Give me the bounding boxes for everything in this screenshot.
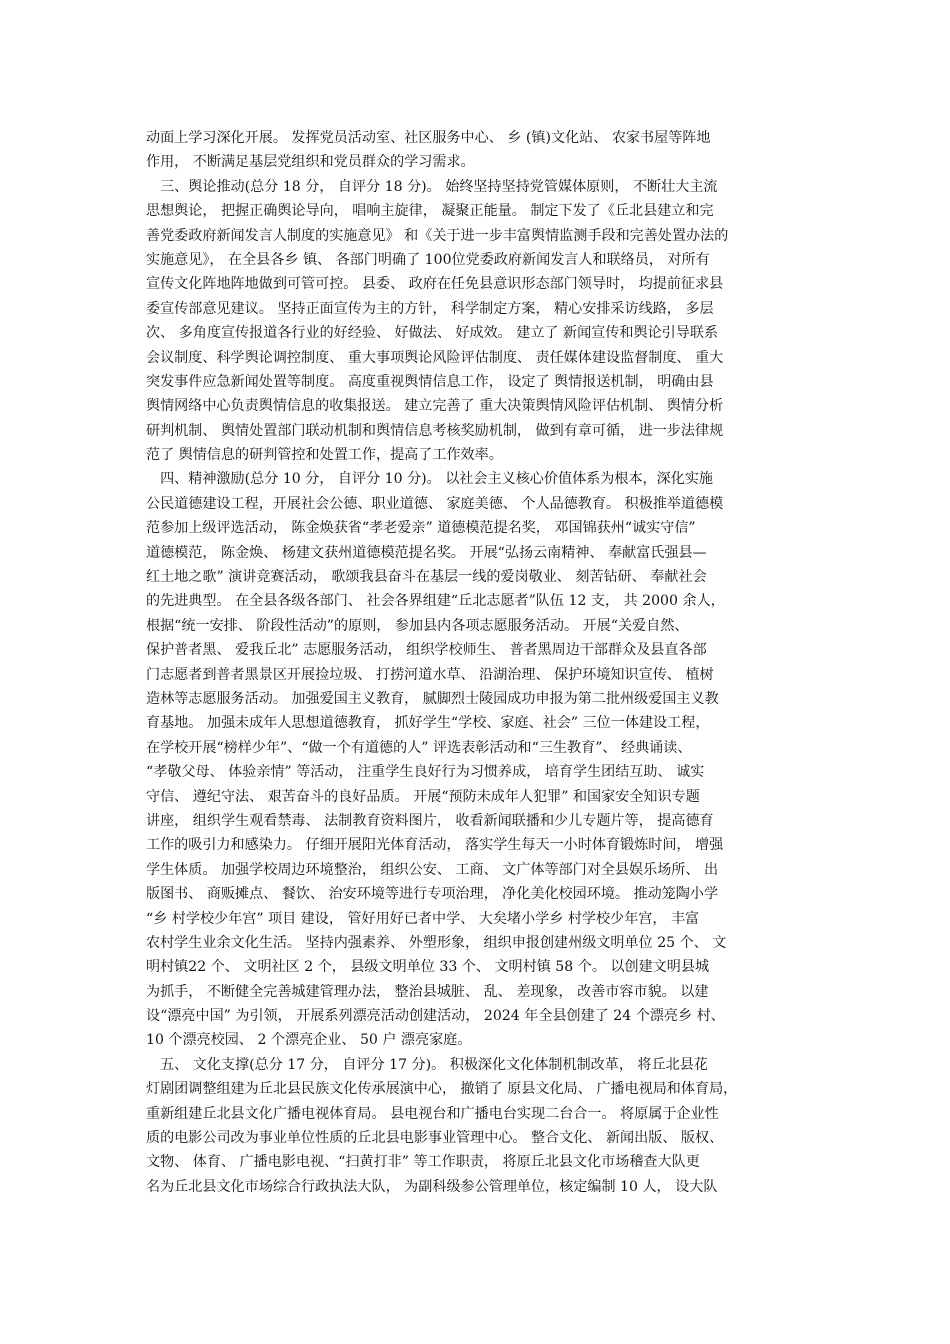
text-line: 研判机制、 舆情处置部门联动机制和舆情信息考核奖励机制， 做到有章可循， 进一步法律规 (146, 422, 724, 439)
text-line: “孝敬父母、 体验亲情” 等活动， 注重学生良好行为习惯养成， 培育学生团结互助、 诚实 (146, 764, 705, 781)
text-line: 道德模范， 陈金焕、 杨建文获州道德模范提名奖。 开展“弘扬云南精神、 奉献富氏强县— (146, 544, 707, 561)
text-line: 委宣传部意见建议。 坚持正面宣传为主的方针， 科学制定方案， 精心安排采访线路， 多层 (146, 300, 714, 317)
text-line: 公民道德建设工程，开展社会公德、职业道德、 家庭美德、 个人品德教育。 积极推举道德模 (146, 495, 724, 512)
text-line: 门志愿者到普者黑景区开展捡垃圾、 打捞河道水草、 沿湖治理、 保护环境知识宣传、 植树 (146, 666, 714, 683)
text-line: 会议制度、科学舆论调控制度、 重大事项舆论风险评估制度、 责任媒体建设监督制度、 重大 (146, 349, 724, 366)
text-line: 在学校开展“榜样少年”、“做一个有道德的人” 评选表彰活动和“三生教育”、 经典诵读、 (146, 739, 692, 756)
text-line: 10 个漂亮校园、 2 个漂亮企业、 50 户 漂亮家庭。 (146, 1032, 472, 1049)
text-line: 实施意见》， 在全县各乡 镇、 各部门明确了 100位党委政府新闻发言人和联络员， 对所有 (146, 251, 710, 268)
text-line: 红土地之歌” 演讲竞赛活动， 歌颂我县奋斗在基层一线的爱岗敬业、 刻苦钻研、 奉献社会 (146, 569, 707, 586)
text-line: 学生体质。 加强学校周边环境整治， 组织公安、 工商、 文广体等部门对全县娱乐场所、 出 (146, 861, 719, 878)
text-line: 版图书、 商贩摊点、 餐饮、 治安环境等进行专项治理， 净化美化校园环境。 推动笼陶小学 (146, 886, 719, 903)
text-line: 的先进典型。 在全县各级各部门、 社会各界组建“丘北志愿者”队伍 12 支， 共 2000 余人， (146, 593, 725, 610)
text-line: 五、 文化支撑(总分 17 分， 自评分 17 分)。 积极深化文化体制机制改革， 将丘北县花 (146, 1056, 708, 1073)
text-line: 三、舆论推动(总分 18 分， 自评分 18 分)。 始终坚持坚持党管媒体原则， 不断壮大主流 (146, 178, 718, 195)
text-line: “乡 村学校少年宫” 项目 建设， 管好用好已者中学、 大矣堵小学乡 村学校少年宫， 丰富 (146, 910, 700, 927)
text-line: 次、 多角度宣传报道各行业的好经验、 好做法、 好成效。 建立了 新闻宣传和舆论引导联系 (146, 325, 719, 342)
text-line: 农村学生业余文化生活。 坚持内强素养、 外塑形象， 组织申报创建州级文明单位 25 个、 文 (146, 934, 727, 951)
text-line: 宣传文化阵地阵地做到可管可控。 县委、 政府在任免县意识形态部门领导时， 均提前征求县 (146, 276, 724, 293)
text-line: 保护普者黑、 爱我丘北” 志愿服务活动， 组织学校师生、 普者黑周边干部群众及县直各部 (146, 642, 707, 659)
text-line: 明村镇22 个、 文明社区 2 个， 县级文明单位 33 个、 文明村镇 58 个。 以创建文明县城 (146, 959, 710, 976)
text-line: 四、精神激励(总分 10 分， 自评分 10 分)。 以社会主义核心价值体系为根本，深化实施 (146, 471, 714, 488)
text-line: 造林等志愿服务活动。 加强爱国主义教育， 腻脚烈士陵园成功申报为第二批州级爱国主义教 (146, 690, 719, 707)
text-line: 范了 舆情信息的研判管控和处置工作，提高了工作效率。 (146, 447, 503, 464)
text-line: 讲座， 组织学生观看禁毒、 法制教育资料图片， 收看新闻联播和少儿专题片等， 提高德育 (146, 812, 714, 829)
text-line: 名为丘北县文化市场综合行政执法大队， 为副科级参公管理单位，核定编制 10 人， 设大队 (146, 1178, 718, 1195)
text-line: 工作的吸引力和感染力。 仔细开展阳光体育活动， 落实学生每天一小时体育锻炼时间， 增强 (146, 837, 724, 854)
text-line: 范参加上级评选活动， 陈金焕获省“孝老爱亲” 道德模范提名奖， 邓国锦获州“诚实守信” (146, 520, 696, 537)
text-line: 为抓手， 不断健全完善城建管理办法， 整治县城脏、 乱、 差现象， 改善市容市貌。 以建 (146, 983, 709, 1000)
text-line: 作用， 不断满足基层党组织和党员群众的学习需求。 (146, 154, 475, 171)
text-line: 根据“统一安排、 阶段性活动”的原则， 参加县内各项志愿服务活动。 开展“关爱自然、 (146, 617, 689, 634)
text-line: 设“漂亮中国” 为引领， 开展系列漂亮活动创建活动， 2024 年全县创建了 24 个漂亮乡 村、 (146, 1008, 725, 1025)
text-line: 守信、 遵纪守法、 艰苦奋斗的良好品质。 开展“预防未成年人犯罪” 和国家安全知识专题 (146, 788, 700, 805)
text-line: 质的电影公司改为事业单位性质的丘北县电影事业管理中心。 整合文化、 新闻出版、 版权、 (146, 1130, 724, 1147)
text-line: 思想舆论， 把握正确舆论导向， 唱响主旋律， 凝聚正能量。 制定下发了《丘北县建立和完 (146, 203, 714, 220)
text-line: 突发事件应急新闻处置等制度。 高度重视舆情信息工作， 设定了 舆情报送机制， 明确由县 (146, 373, 714, 390)
text-line: 灯剧团调整组建为丘北县民族文化传承展演中心， 撤销了 原县文化局、 广播电视局和体育局， (146, 1081, 738, 1098)
text-line: 动面上学习深化开展。 发挥党员活动室、社区服务中心、 乡 (镇)文化站、 农家书屋等阵地 (146, 130, 711, 146)
text-line: 文物、 体育、 广播电影电视、“扫黄打非” 等工作职责， 将原丘北县文化市场稽查大队更 (146, 1154, 700, 1171)
text-line: 育基地。 加强未成年人思想道德教育， 抓好学生“学校、家庭、社会” 三位一体建设工程， (146, 715, 710, 732)
text-line: 舆情网络中心负责舆情信息的收集报送。 建立完善了 重大决策舆情风险评估机制、 舆情分析 (146, 398, 724, 415)
document-body (146, 126, 806, 1199)
text-line: 善党委政府新闻发言人制度的实施意见》 和《关于进一步丰富舆情监测手段和完善处置办法的 (146, 227, 729, 244)
text-line: 重新组建丘北县文化广播电视体育局。 县电视台和广播电台实现二台合一。 将原属于企业性 (146, 1105, 719, 1122)
